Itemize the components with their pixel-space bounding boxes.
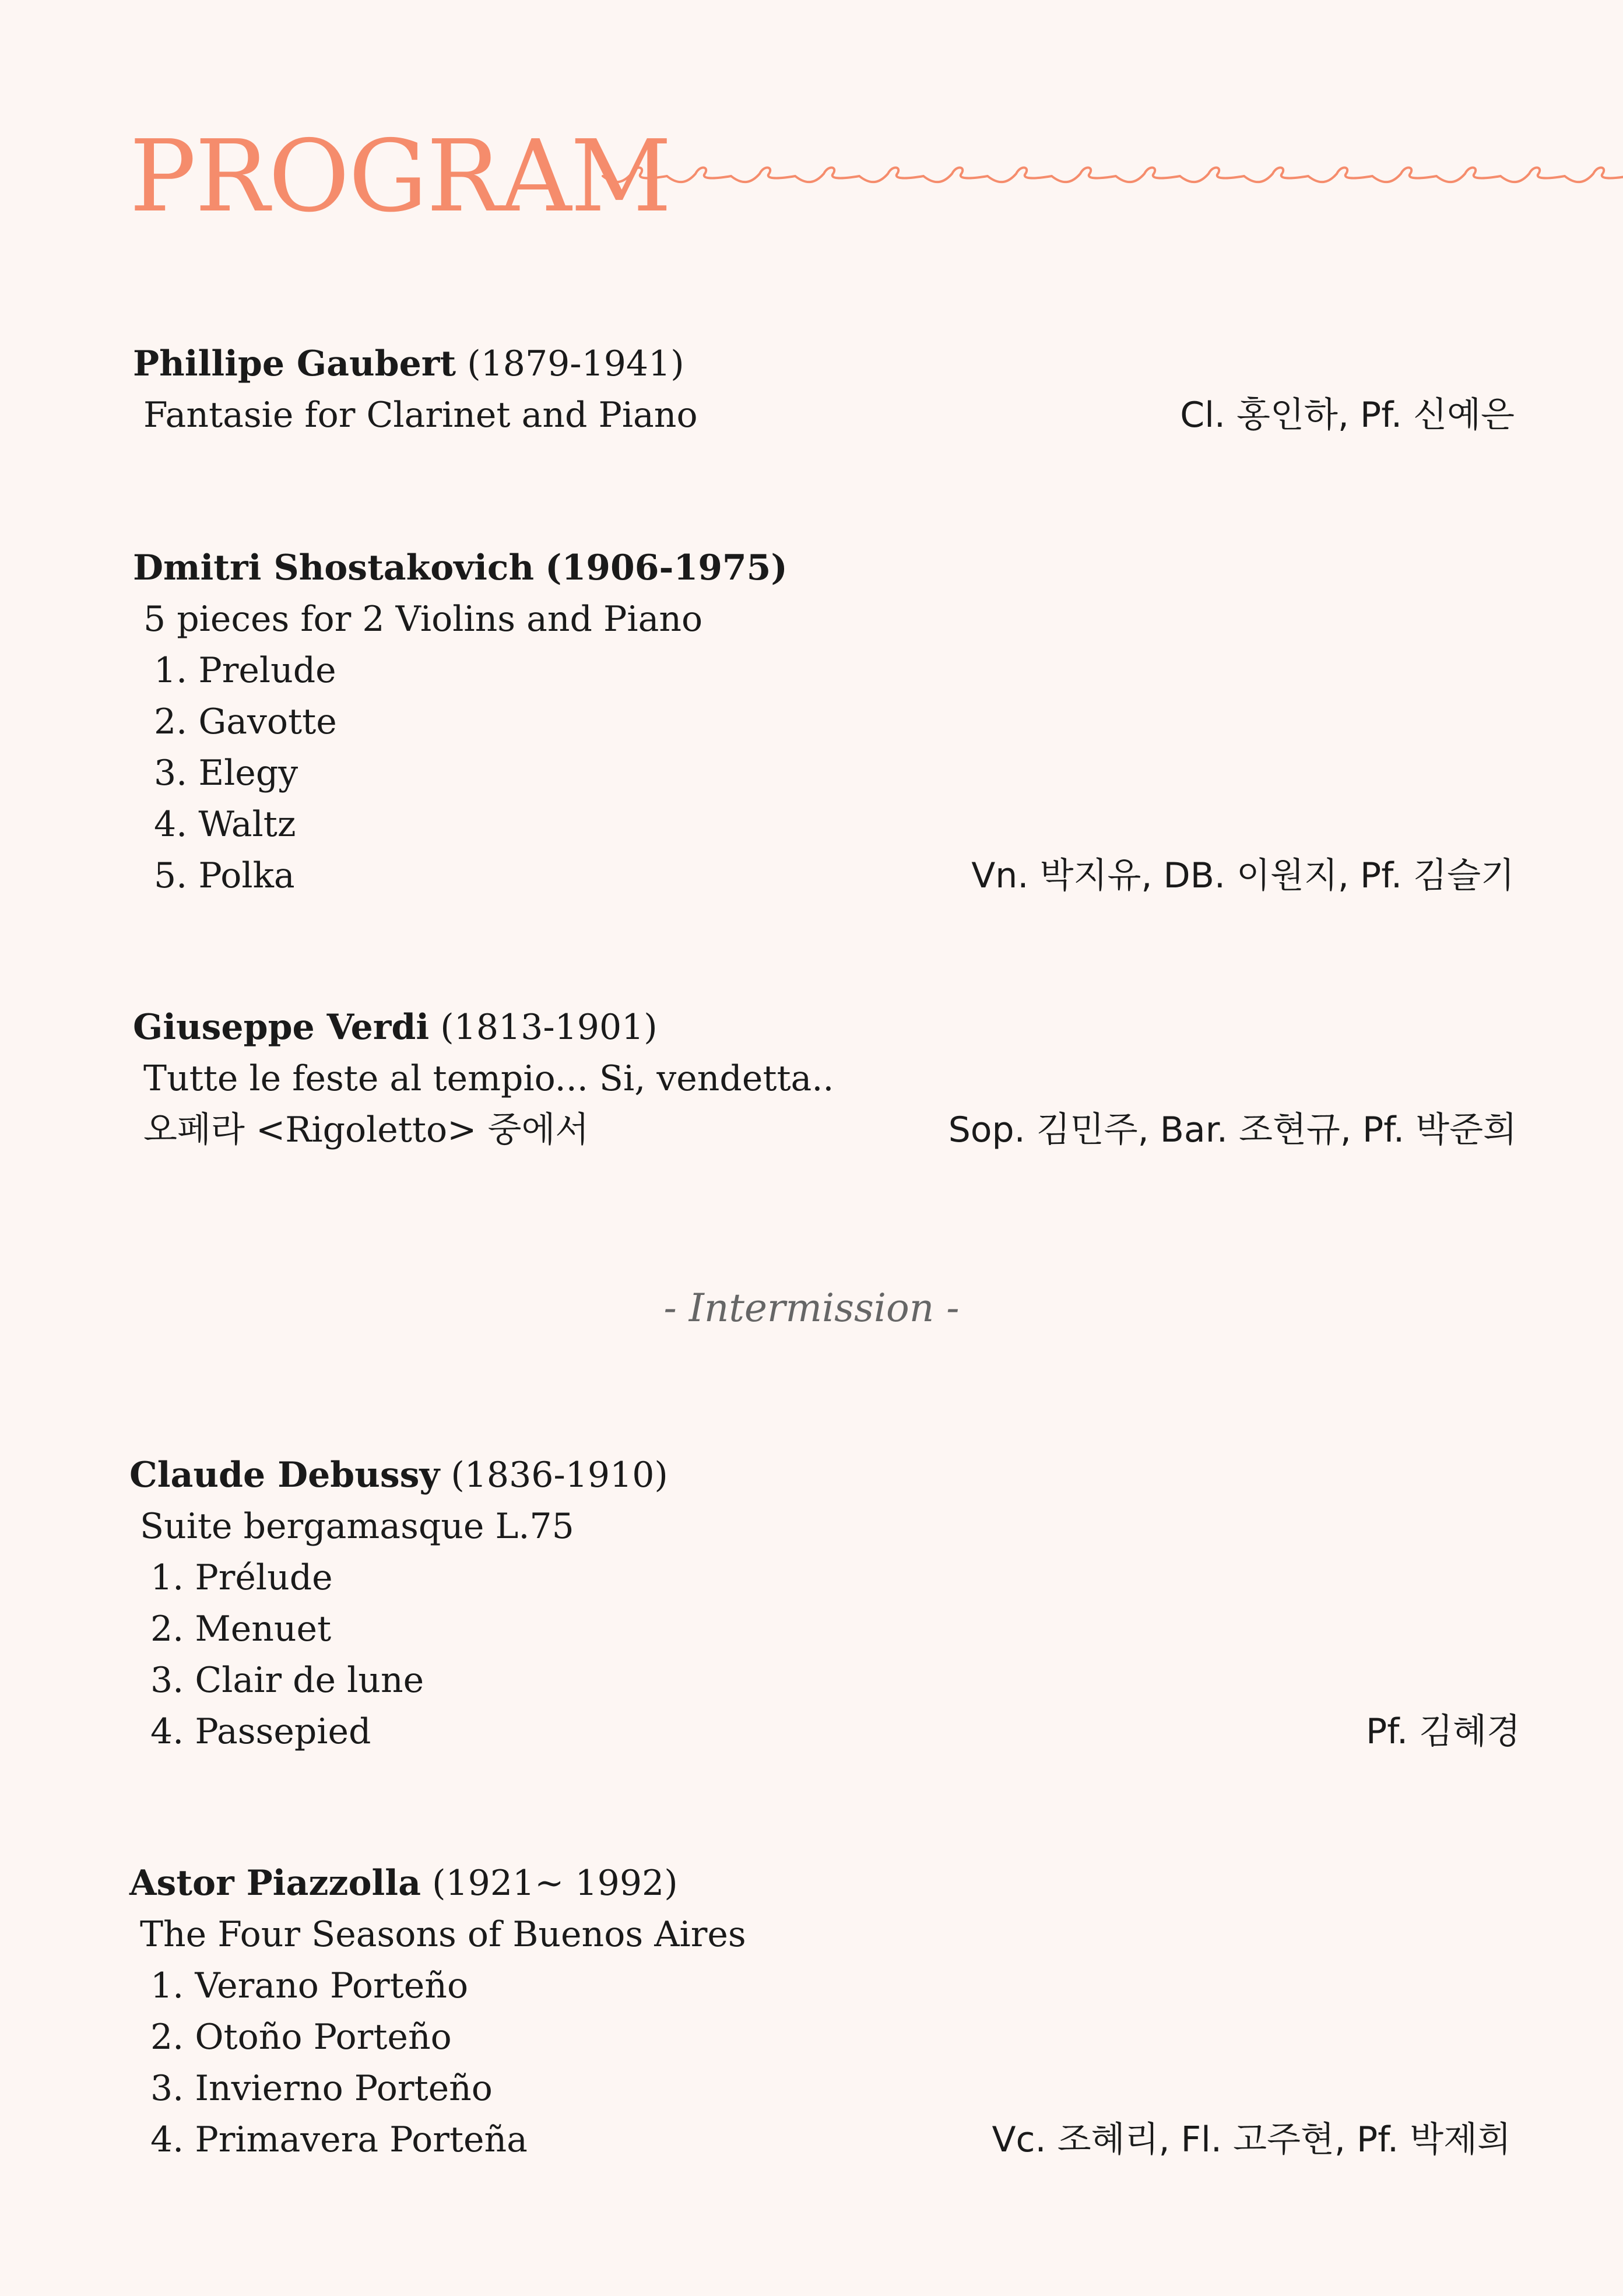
composer-years: (1836-1910) bbox=[451, 1455, 668, 1495]
work-line bbox=[129, 1909, 1520, 1960]
composer-name: Astor Piazzolla bbox=[129, 1863, 421, 1904]
movement-title: 2. Otoño Porteño bbox=[150, 2017, 452, 2058]
movement-title: 3. Clair de lune bbox=[150, 1660, 424, 1701]
page-title: PROGRAM bbox=[129, 119, 671, 234]
movement-title: 5. Polka bbox=[154, 855, 295, 896]
movement-title: 4. Waltz bbox=[154, 804, 296, 845]
program-entry bbox=[133, 542, 1520, 901]
movement-title: 1. Verano Porteño bbox=[150, 1965, 469, 2006]
composer-years: (1921~ 1992) bbox=[432, 1863, 678, 1904]
program-entry bbox=[133, 338, 1520, 441]
movement-title: 2. Gavotte bbox=[154, 701, 337, 742]
work-subtitle: 오페라 <Rigoletto> 중에서 bbox=[143, 1110, 589, 1150]
work-title: 5 pieces for 2 Violins and Piano bbox=[143, 599, 703, 640]
movement bbox=[129, 2011, 1520, 2063]
movement-title: 2. Menuet bbox=[150, 1609, 332, 1649]
work-title: Suite bergamasque L.75 bbox=[140, 1506, 574, 1547]
program-entry bbox=[129, 1449, 1520, 1757]
composer-line bbox=[133, 542, 1520, 594]
composer-line bbox=[129, 1858, 1520, 1909]
movement-title: 4. Primavera Porteña bbox=[150, 2119, 528, 2160]
composer-name: Giuseppe Verdi bbox=[133, 1007, 430, 1048]
work-title: Tutte le feste al tempio... Si, vendetta.. bbox=[143, 1058, 834, 1099]
work-line bbox=[133, 389, 1520, 441]
movement-title: 3. Invierno Porteño bbox=[150, 2068, 493, 2109]
work-title: Fantasie for Clarinet and Piano bbox=[143, 395, 698, 436]
composer-name: Dmitri Shostakovich bbox=[133, 547, 535, 588]
composer-line bbox=[133, 1002, 1520, 1053]
movement bbox=[129, 1655, 1520, 1706]
movement bbox=[129, 1552, 1520, 1603]
composer-line bbox=[133, 338, 1520, 389]
composer-years: (1906-1975) bbox=[545, 547, 788, 588]
composer-years: (1813-1901) bbox=[440, 1007, 658, 1048]
composer-name: Phillipe Gaubert bbox=[133, 343, 456, 384]
composer-line bbox=[129, 1449, 1520, 1501]
performers: Vc. 조혜리, Fl. 고주현, Pf. 박제희 bbox=[992, 2119, 1511, 2160]
program-entry bbox=[133, 1002, 1520, 1156]
movement bbox=[133, 850, 1520, 901]
movement bbox=[129, 1960, 1520, 2011]
composer-years: (1879-1941) bbox=[467, 343, 684, 384]
movement bbox=[133, 645, 1520, 696]
movement bbox=[129, 1603, 1520, 1655]
movement bbox=[133, 747, 1520, 799]
performers: Sop. 김민주, Bar. 조현규, Pf. 박준희 bbox=[948, 1110, 1517, 1150]
movement-title: 4. Passepied bbox=[150, 1711, 371, 1752]
work-subtitle-line bbox=[133, 1104, 1520, 1156]
work-title: The Four Seasons of Buenos Aires bbox=[140, 1914, 746, 1955]
intermission-label: - Intermission - bbox=[663, 1286, 960, 1330]
movement bbox=[129, 2114, 1520, 2165]
performers: Cl. 홍인하, Pf. 신예은 bbox=[1180, 395, 1515, 436]
work-line bbox=[133, 594, 1520, 645]
movement bbox=[133, 696, 1520, 747]
performers: Pf. 김혜경 bbox=[1366, 1711, 1520, 1752]
decorative-flourish bbox=[600, 150, 1623, 197]
movement bbox=[133, 799, 1520, 850]
work-line bbox=[133, 1053, 1520, 1104]
movement bbox=[129, 1706, 1520, 1757]
work-line bbox=[129, 1501, 1520, 1552]
movement bbox=[129, 2063, 1520, 2114]
performers: Vn. 박지유, DB. 이원지, Pf. 김슬기 bbox=[971, 855, 1515, 896]
composer-name: Claude Debussy bbox=[129, 1455, 440, 1495]
movement-title: 1. Prelude bbox=[154, 650, 336, 691]
movement-title: 3. Elegy bbox=[154, 753, 298, 794]
movement-title: 1. Prélude bbox=[150, 1557, 333, 1598]
program-entry bbox=[129, 1858, 1520, 2165]
